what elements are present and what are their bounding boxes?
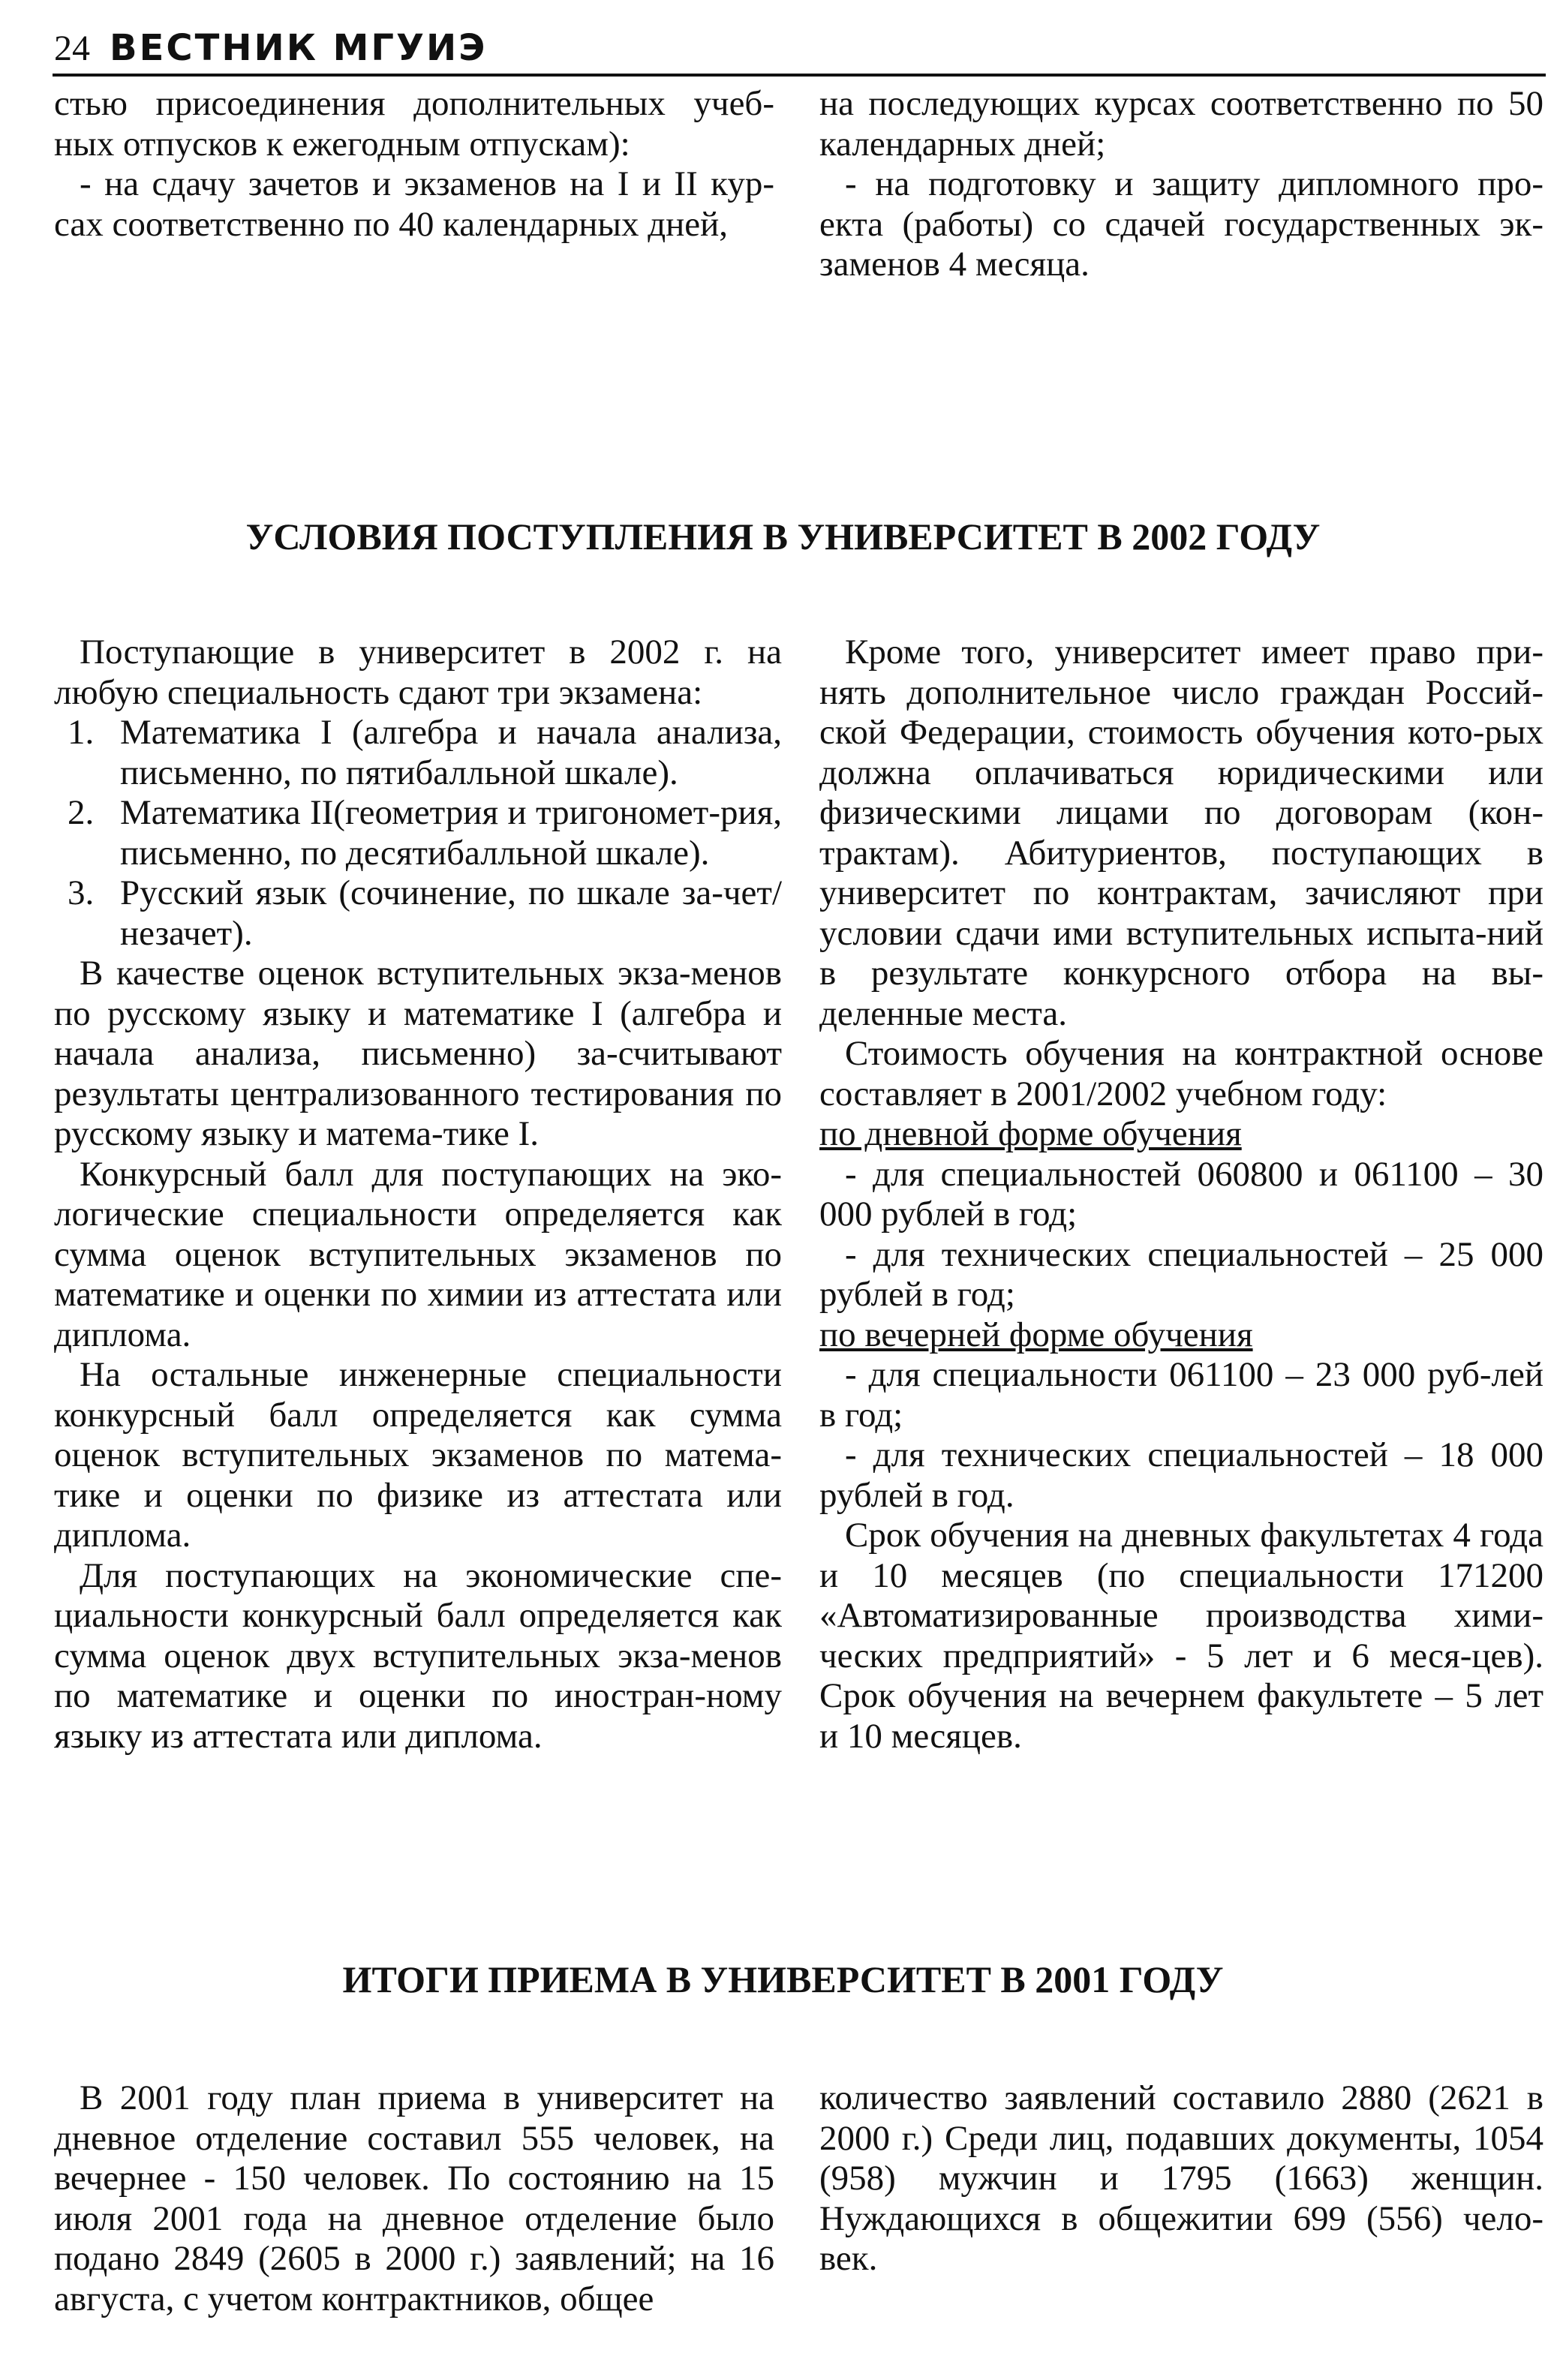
- paragraph: Срок обучения на дневных факультетах 4 года и 10 месяцев (по специальности 171200 «Автоматизированные производства хими-ческих предприятий» - 5 лет и 6 меся-цев). Срок обучения на вечернем факультете – 5 лет и 10 месяцев.: [819, 1516, 1543, 1756]
- section-2001-left-column: [54, 2078, 774, 2319]
- exam-text: Русский язык (сочинение, по шкале за-чет/незачет).: [120, 873, 782, 953]
- price-item: - для специальности 061100 – 23 000 руб-лей в год;: [819, 1355, 1543, 1435]
- paragraph: стью присоединения дополнительных учеб-ных отпусков к ежегодным отпускам):: [54, 84, 774, 164]
- exam-number: 1.: [68, 713, 95, 752]
- exam-item: [54, 873, 782, 954]
- paragraph: Для поступающих на экономические спе-циальности конкурсный балл определяется как сумма оценок двух вступительных экза-менов по математике и оценки по иностран-ному языку из аттестата или диплома.: [54, 1555, 782, 1756]
- section-title-2001: ИТОГИ ПРИЕМА В УНИВЕРСИТЕТ В 2001 ГОДУ: [342, 1958, 1224, 2000]
- paragraph: на последующих курсах соответственно по 50 календарных дней;: [819, 84, 1543, 164]
- paragraph: Кроме того, университет имеет право при-нять дополнительное число граждан Россий-ской Федерации, стоимость обучения кото-рых должна оплачиваться юридическими или физическими лицами по договорам (кон-трактам). Абитуриентов, поступающих в университет по контрактам, зачисляют при условии сдачи ими вступительных испыта-ний в результате конкурсного отбора на вы-деленные места.: [819, 633, 1543, 1033]
- section-title-2002: УСЛОВИЯ ПОСТУПЛЕНИЯ В УНИВЕРСИТЕТ В 2002 ГОДУ: [245, 515, 1321, 557]
- paragraph: На остальные инженерные специальности конкурсный балл определяется как сумма оценок вступительных экзаменов по матема-тике и оценки по физике из аттестата или диплома.: [54, 1355, 782, 1555]
- journal-title: ВЕСТНИК МГУИЭ: [110, 27, 488, 69]
- top-right-column: [819, 84, 1543, 285]
- exam-text: Математика II(геометрия и тригономет-рия, письменно, по десятибалльной шкале).: [120, 793, 782, 873]
- exam-number: 3.: [68, 873, 95, 912]
- price-item: - для специальностей 060800 и 061100 – 30 000 рублей в год;: [819, 1154, 1543, 1234]
- exam-list: [54, 713, 782, 954]
- header-rule: [53, 74, 1546, 77]
- paragraph: Стоимость обучения на контрактной основе составляет в 2001/2002 учебном году:: [819, 1034, 1543, 1113]
- paragraph: В качестве оценок вступительных экза-менов по русскому языку и математике I (алгебра и начала анализа, письменно) за-считывают результаты централизованного тестирования по русскому языку и матема-тике I.: [54, 954, 782, 1153]
- evening-form-label: по вечерней форме обучения: [819, 1315, 1253, 1354]
- page-number: 24: [54, 29, 90, 68]
- top-left-column: [54, 84, 774, 245]
- exam-item: [54, 793, 782, 873]
- paragraph: количество заявлений составило 2880 (2621 в 2000 г.) Среди лиц, подавших документы, 1054 (958) мужчин и 1795 (1663) женщин. Нуждающихся в общежитии 699 (556) чело-век.: [819, 2078, 1543, 2278]
- exam-item: [54, 713, 782, 793]
- paragraph: В 2001 году план приема в университет на дневное отделение составил 555 человек, на вечернее - 150 человек. По состоянию на 15 июля 2001 года на дневное отделение было подано 2849 (2605 в 2000 г.) заявлений; на 16 августа, с учетом контрактников, общее: [54, 2078, 774, 2318]
- exam-number: 2.: [68, 793, 95, 832]
- paragraph: - на подготовку и защиту дипломного про-екта (работы) со сдачей государственных эк-заменов 4 месяца.: [819, 164, 1543, 284]
- section-2002-right-column: [819, 633, 1543, 1756]
- exam-text: Математика I (алгебра и начала анализа, письменно, по пятибалльной шкале).: [120, 713, 782, 792]
- section-2001-right-column: [819, 2078, 1543, 2279]
- paragraph: Конкурсный балл для поступающих на эко-логические специальности определяется как сумма оценок вступительных экзаменов по математике и оценки по химии из аттестата или диплома.: [54, 1154, 782, 1354]
- section-2002-left-column: [54, 633, 782, 1756]
- day-form-label: по дневной форме обучения: [819, 1114, 1242, 1153]
- intro-paragraph: Поступающие в университет в 2002 г. на любую специальность сдают три экзамена:: [54, 633, 782, 712]
- price-item: - для технических специальностей – 25 000 рублей в год;: [819, 1234, 1543, 1314]
- price-item: - для технических специальностей – 18 000 рублей в год.: [819, 1435, 1543, 1515]
- running-head: [54, 26, 487, 71]
- paragraph: - на сдачу зачетов и экзаменов на I и II кур-сах соответственно по 40 календарных дней,: [54, 164, 774, 244]
